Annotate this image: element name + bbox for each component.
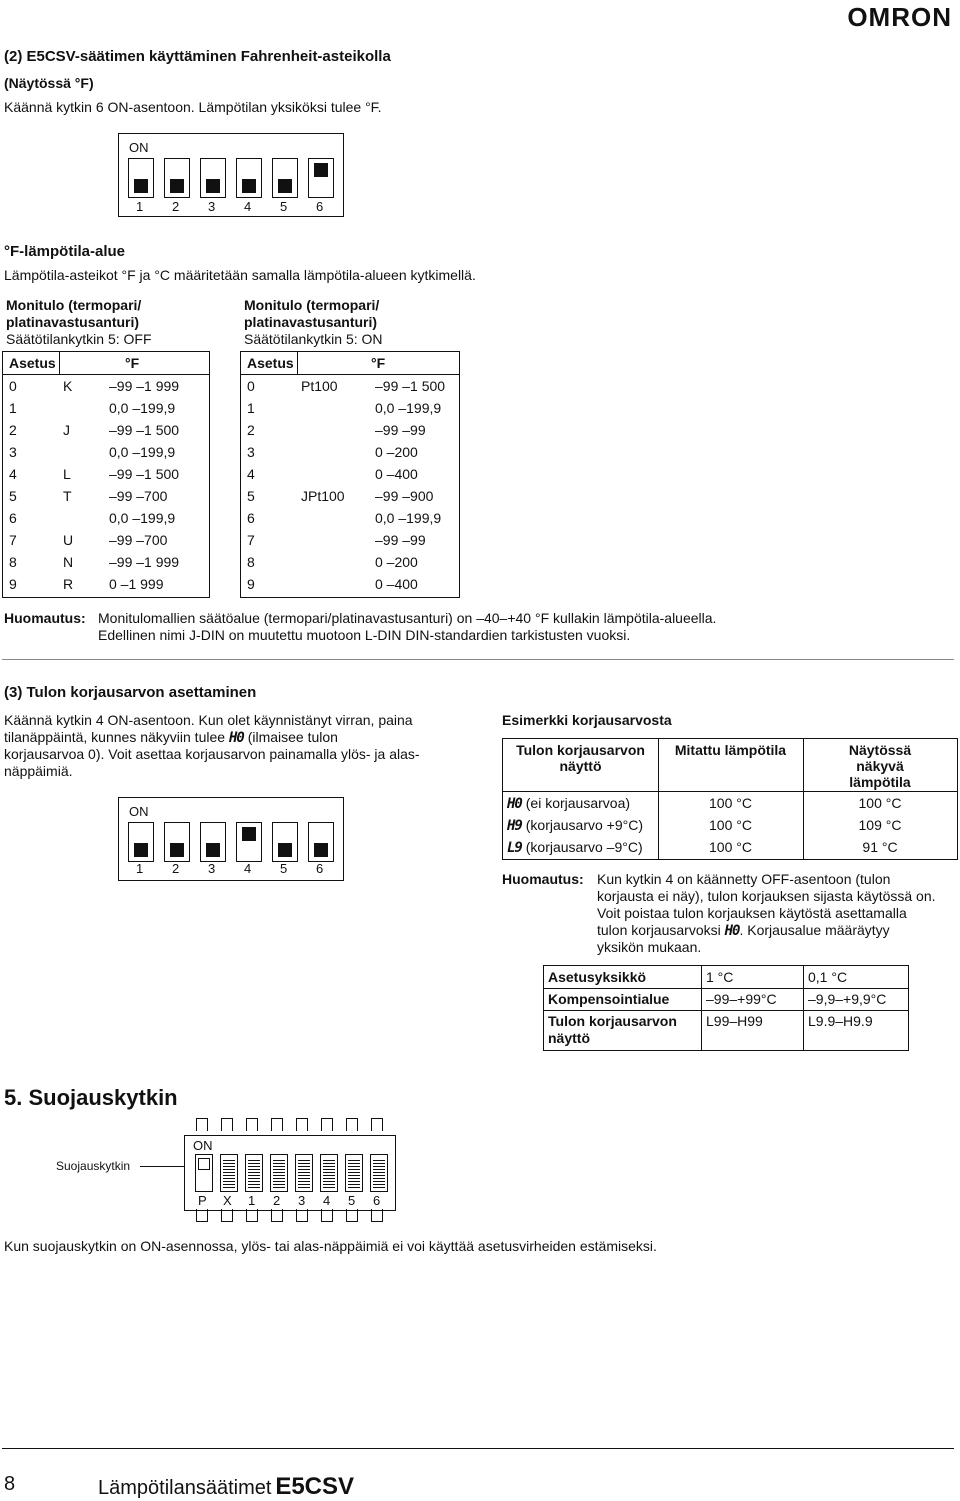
table_left-cell: 0 –1 999 (109, 576, 164, 592)
lcd-l9-display: L9 (507, 840, 522, 856)
note2-l1: Kun kytkin 4 on käännetty OFF-asentoon (tulon (597, 871, 891, 887)
dip-num: 5 (280, 861, 288, 876)
dip-switch-protect (184, 1135, 396, 1211)
table_right-cell: 2 (247, 422, 255, 438)
footer-page-number: 8 (4, 1473, 16, 1495)
table-right-caption-2: platinavastusanturi) (244, 314, 378, 330)
protect-dip-num: P (198, 1193, 207, 1208)
units-r3-v2: L9.9–H9.9 (808, 1013, 873, 1029)
protect-dip-num: 6 (373, 1193, 381, 1208)
section3-p3: korjausarvoa 0). Voit asettaa korjausarvon painamalla ylös- ja alas- (4, 746, 420, 762)
section3-p2b: (ilmaisee tulon (247, 729, 338, 745)
example-row-text: (korjausarvo –9°C) (525, 839, 643, 855)
note2-l2: korjausta ei näy), tulon korjauksen sijasta käytössä on. (597, 888, 936, 904)
table_right-cell: –99 –900 (375, 488, 434, 504)
table_left-cell: R (63, 576, 74, 592)
footer-title (98, 1473, 354, 1501)
table_left-cell: K (63, 378, 73, 394)
table_right-cell: 0 –400 (375, 466, 418, 482)
units-r3-v1: L99–H99 (706, 1013, 763, 1029)
dip-num: 5 (280, 199, 288, 214)
section3-p1: Käännä kytkin 4 ON-asentoon. Kun olet käynnistänyt virran, paina (4, 712, 413, 728)
section-f-subheading: (Näytössä °F) (4, 75, 94, 91)
units-r2-v2: –9,9–+9,9°C (808, 991, 887, 1007)
dip-num: 4 (244, 199, 252, 214)
table_right-cell: 0,0 –199,9 (375, 400, 442, 416)
dip-pin (296, 1209, 308, 1222)
dip-num: 1 (136, 861, 144, 876)
units-r2-v1: –99–+99°C (706, 991, 777, 1007)
protect-dip-slot[interactable] (270, 1154, 288, 1192)
note2-label: Huomautus: (502, 871, 584, 887)
table_left-cell: 1 (9, 400, 17, 416)
range-heading: °F-lämpötila-alue (4, 243, 126, 260)
dip-pin (246, 1209, 258, 1222)
table_left-cell: –99 –1 999 (109, 378, 180, 394)
protect-dip-num: 5 (348, 1193, 356, 1208)
dip-pin (196, 1118, 208, 1131)
dip-pin (346, 1118, 358, 1131)
dip-slot-2[interactable] (164, 822, 190, 862)
note2-l3: Voit poistaa tulon korjauksen käytöstä asettamalla (597, 905, 907, 921)
footer-rule (2, 1448, 954, 1449)
example-row-measured: 100 °C (709, 839, 752, 855)
section3-p2a: tilanäppäintä, kunnes näkyviin tulee (4, 729, 226, 745)
units-r3-label-a: Tulon korjausarvon (548, 1013, 677, 1029)
table_left-cell: 0 (9, 378, 17, 394)
example-row-measured: 100 °C (709, 795, 752, 811)
note2-l4a: tulon korjausarvoksi (597, 922, 721, 938)
dip-num: 6 (316, 199, 324, 214)
table_left-cell: 0,0 –199,9 (109, 400, 176, 416)
table-right-header-asetus: Asetus (247, 355, 294, 371)
table_left-cell: –99 –700 (109, 488, 168, 504)
dip-pin (221, 1118, 233, 1131)
protect-dip-num: 3 (298, 1193, 306, 1208)
table-left-caption-2: platinavastusanturi) (6, 314, 140, 330)
dip-num: 2 (172, 199, 180, 214)
dip-slot-5[interactable] (272, 822, 298, 862)
table-right-header-f: °F (371, 355, 386, 371)
table-right (240, 351, 460, 598)
table_right-cell: 8 (247, 554, 255, 570)
dip-pin (221, 1209, 233, 1222)
table_left-cell: J (63, 422, 70, 438)
example-row-shown: 91 °C (862, 839, 898, 855)
section3-p4: näppäimiä. (4, 763, 73, 779)
table_right-cell: –99 –99 (375, 422, 426, 438)
table_right-cell: 6 (247, 510, 255, 526)
example-row (507, 817, 643, 834)
table_left-cell: T (63, 488, 72, 504)
table_right-cell: 0,0 –199,9 (375, 510, 442, 526)
table_right-cell: 5 (247, 488, 255, 504)
dip-pin (371, 1209, 383, 1222)
table_left-cell: 6 (9, 510, 17, 526)
example-col1-h1: Tulon korjausarvon (516, 742, 645, 758)
dip-pin (296, 1118, 308, 1131)
dip-switch-correction (118, 797, 344, 881)
example-row-text: (korjausarvo +9°C) (525, 817, 643, 833)
note2-l4 (597, 922, 890, 939)
table_left-cell: 2 (9, 422, 17, 438)
lcd-h0-display: H0 (507, 796, 522, 812)
example-row-shown: 109 °C (858, 817, 902, 833)
protect-dip-num: 1 (248, 1193, 256, 1208)
table_left-cell: 4 (9, 466, 17, 482)
table_right-cell: 3 (247, 444, 255, 460)
table_left-cell: –99 –1 500 (109, 466, 180, 482)
footer-model: E5CSV (275, 1473, 355, 1500)
section5-text: Kun suojauskytkin on ON-asennossa, ylös- tai alas-näppäimiä ei voi käyttää asetusvirheiden estämiseksi. (4, 1238, 657, 1254)
dip-slot-4[interactable] (236, 822, 262, 862)
example-row (507, 795, 630, 812)
example-table (502, 738, 958, 860)
table_right-cell: –99 –1 500 (375, 378, 446, 394)
note1-label: Huomautus: (4, 610, 86, 626)
table_left-cell: –99 –1 999 (109, 554, 180, 570)
section5-heading: 5. Suojauskytkin (4, 1085, 178, 1110)
table_left-cell: 7 (9, 532, 17, 548)
example-col2-h: Mitattu lämpötila (674, 742, 787, 758)
example-row-shown: 100 °C (858, 795, 902, 811)
dip-pin (196, 1209, 208, 1222)
protect-dip-slot[interactable] (245, 1154, 263, 1192)
units-r3-label-b: näyttö (548, 1030, 590, 1046)
example-row-measured: 100 °C (709, 817, 752, 833)
example-heading: Esimerkki korjausarvosta (502, 712, 672, 728)
dip-slot-3[interactable] (200, 822, 226, 862)
dip-pin (321, 1209, 333, 1222)
protect-dip-num: 2 (273, 1193, 281, 1208)
dip-pin (371, 1118, 383, 1131)
section3-heading: (3) Tulon korjausarvon asettaminen (4, 684, 257, 701)
dip-pin (346, 1209, 358, 1222)
divider (2, 659, 954, 660)
section-f-instruction: Käännä kytkin 6 ON-asentoon. Lämpötilan yksiköksi tulee °F. (4, 99, 382, 115)
protect-dip-slot[interactable] (195, 1154, 213, 1192)
table-right-caption-1: Monitulo (termopari/ (244, 297, 380, 313)
table_right-cell: 0 –200 (375, 554, 418, 570)
protect-dip-slot[interactable] (220, 1154, 238, 1192)
table-left (2, 351, 210, 598)
omron-logo: OMRON (847, 2, 952, 32)
units-r2-label: Kompensointialue (548, 991, 670, 1007)
table_right-cell: 9 (247, 576, 255, 592)
table_left-cell: 8 (9, 554, 17, 570)
dip-slot-1[interactable] (128, 158, 154, 198)
lcd-h0-display: H0 (724, 923, 740, 939)
note1-line1: Monitulomallien säätöalue (termopari/platinavastusanturi) on –40–+40 °F kullakin lämpötila-alueella. (98, 610, 717, 626)
table_left-cell: 3 (9, 444, 17, 460)
dip-num: 2 (172, 861, 180, 876)
footer-title-text: Lämpötilansäätimet (98, 1477, 272, 1499)
units-r1-v2: 0,1 °C (808, 969, 848, 985)
table_right-cell: JPt100 (301, 488, 345, 504)
protect-dip-num: 4 (323, 1193, 331, 1208)
note2-l5: yksikön mukaan. (597, 939, 702, 955)
table_right-cell: –99 –99 (375, 532, 426, 548)
example-row-text: (ei korjausarvoa) (525, 795, 631, 811)
lcd-h0-display: H0 (228, 730, 244, 746)
units-r1-v1: 1 °C (706, 969, 734, 985)
table_left-cell: L (63, 466, 71, 482)
protect-dip-slot[interactable] (345, 1154, 363, 1192)
table_left-cell: U (63, 532, 74, 548)
dip-num: 1 (136, 199, 144, 214)
dip-slot-2[interactable] (164, 158, 190, 198)
table_left-cell: 9 (9, 576, 17, 592)
dip-on-label: ON (129, 804, 149, 819)
units-r1-label: Asetusyksikkö (548, 969, 647, 985)
dip-slot-1[interactable] (128, 822, 154, 862)
table_right-cell: 4 (247, 466, 255, 482)
range-text: Lämpötila-asteikot °F ja °C määritetään samalla lämpötila-alueen kytkimellä. (4, 267, 476, 283)
example-col3-h2: näkyvä (856, 758, 904, 774)
table_right-cell: 1 (247, 400, 255, 416)
table_right-cell: 0 –200 (375, 444, 418, 460)
units-table (543, 965, 909, 1051)
protect-dip-num: X (223, 1193, 232, 1208)
protect-dip-slot[interactable] (370, 1154, 388, 1192)
table_left-cell: –99 –700 (109, 532, 168, 548)
protect-dip-slot[interactable] (295, 1154, 313, 1192)
dip-slot-3[interactable] (200, 158, 226, 198)
lcd-h9-display: H9 (507, 818, 522, 834)
dip-pin (271, 1118, 283, 1131)
table_right-cell: Pt100 (301, 378, 338, 394)
note2-l4b: . Korjausalue määräytyy (739, 922, 890, 938)
table_right-cell: 0 –400 (375, 576, 418, 592)
note1-line2: Edellinen nimi J-DIN on muutettu muotoon L-DIN DIN-standardien tarkistusten vuoksi. (98, 627, 631, 643)
dip-on-label: ON (129, 140, 149, 155)
table-left-header-f: °F (125, 355, 140, 371)
table-left-header-asetus: Asetus (9, 355, 56, 371)
dip-slot-6[interactable] (308, 158, 334, 198)
dip-pin (271, 1209, 283, 1222)
dip-pin (321, 1118, 333, 1131)
table_left-cell: 0,0 –199,9 (109, 510, 176, 526)
example-col3-h1: Näytössä (848, 742, 912, 758)
example-col1-h2: näyttö (559, 758, 602, 774)
table-right-caption-3: Säätötilankytkin 5: ON (244, 331, 383, 347)
dip-num: 3 (208, 861, 216, 876)
table_left-cell: N (63, 554, 74, 570)
table_right-cell: 0 (247, 378, 255, 394)
example-row (507, 839, 643, 856)
section-f-heading: (2) E5CSV-säätimen käyttäminen Fahrenheit-asteikolla (4, 48, 391, 65)
section3-p2 (4, 729, 338, 746)
example-col3-h3: lämpötila (849, 774, 911, 790)
table_right-cell: 7 (247, 532, 255, 548)
dip-slot-5[interactable] (272, 158, 298, 198)
dip-switch-fahrenheit (118, 133, 344, 217)
dip-slot-4[interactable] (236, 158, 262, 198)
dip-num: 4 (244, 861, 252, 876)
table-left-caption-3: Säätötilankytkin 5: OFF (6, 331, 152, 347)
table-left-caption-1: Monitulo (termopari/ (6, 297, 142, 313)
table_left-cell: 5 (9, 488, 17, 504)
protect-callout-label: Suojauskytkin (56, 1159, 131, 1173)
table_left-cell: 0,0 –199,9 (109, 444, 176, 460)
protect-dip-slot[interactable] (320, 1154, 338, 1192)
table_left-cell: –99 –1 500 (109, 422, 180, 438)
dip-pin (246, 1118, 258, 1131)
dip-on-label: ON (193, 1138, 213, 1153)
dip-num: 3 (208, 199, 216, 214)
dip-slot-6[interactable] (308, 822, 334, 862)
dip-num: 6 (316, 861, 324, 876)
